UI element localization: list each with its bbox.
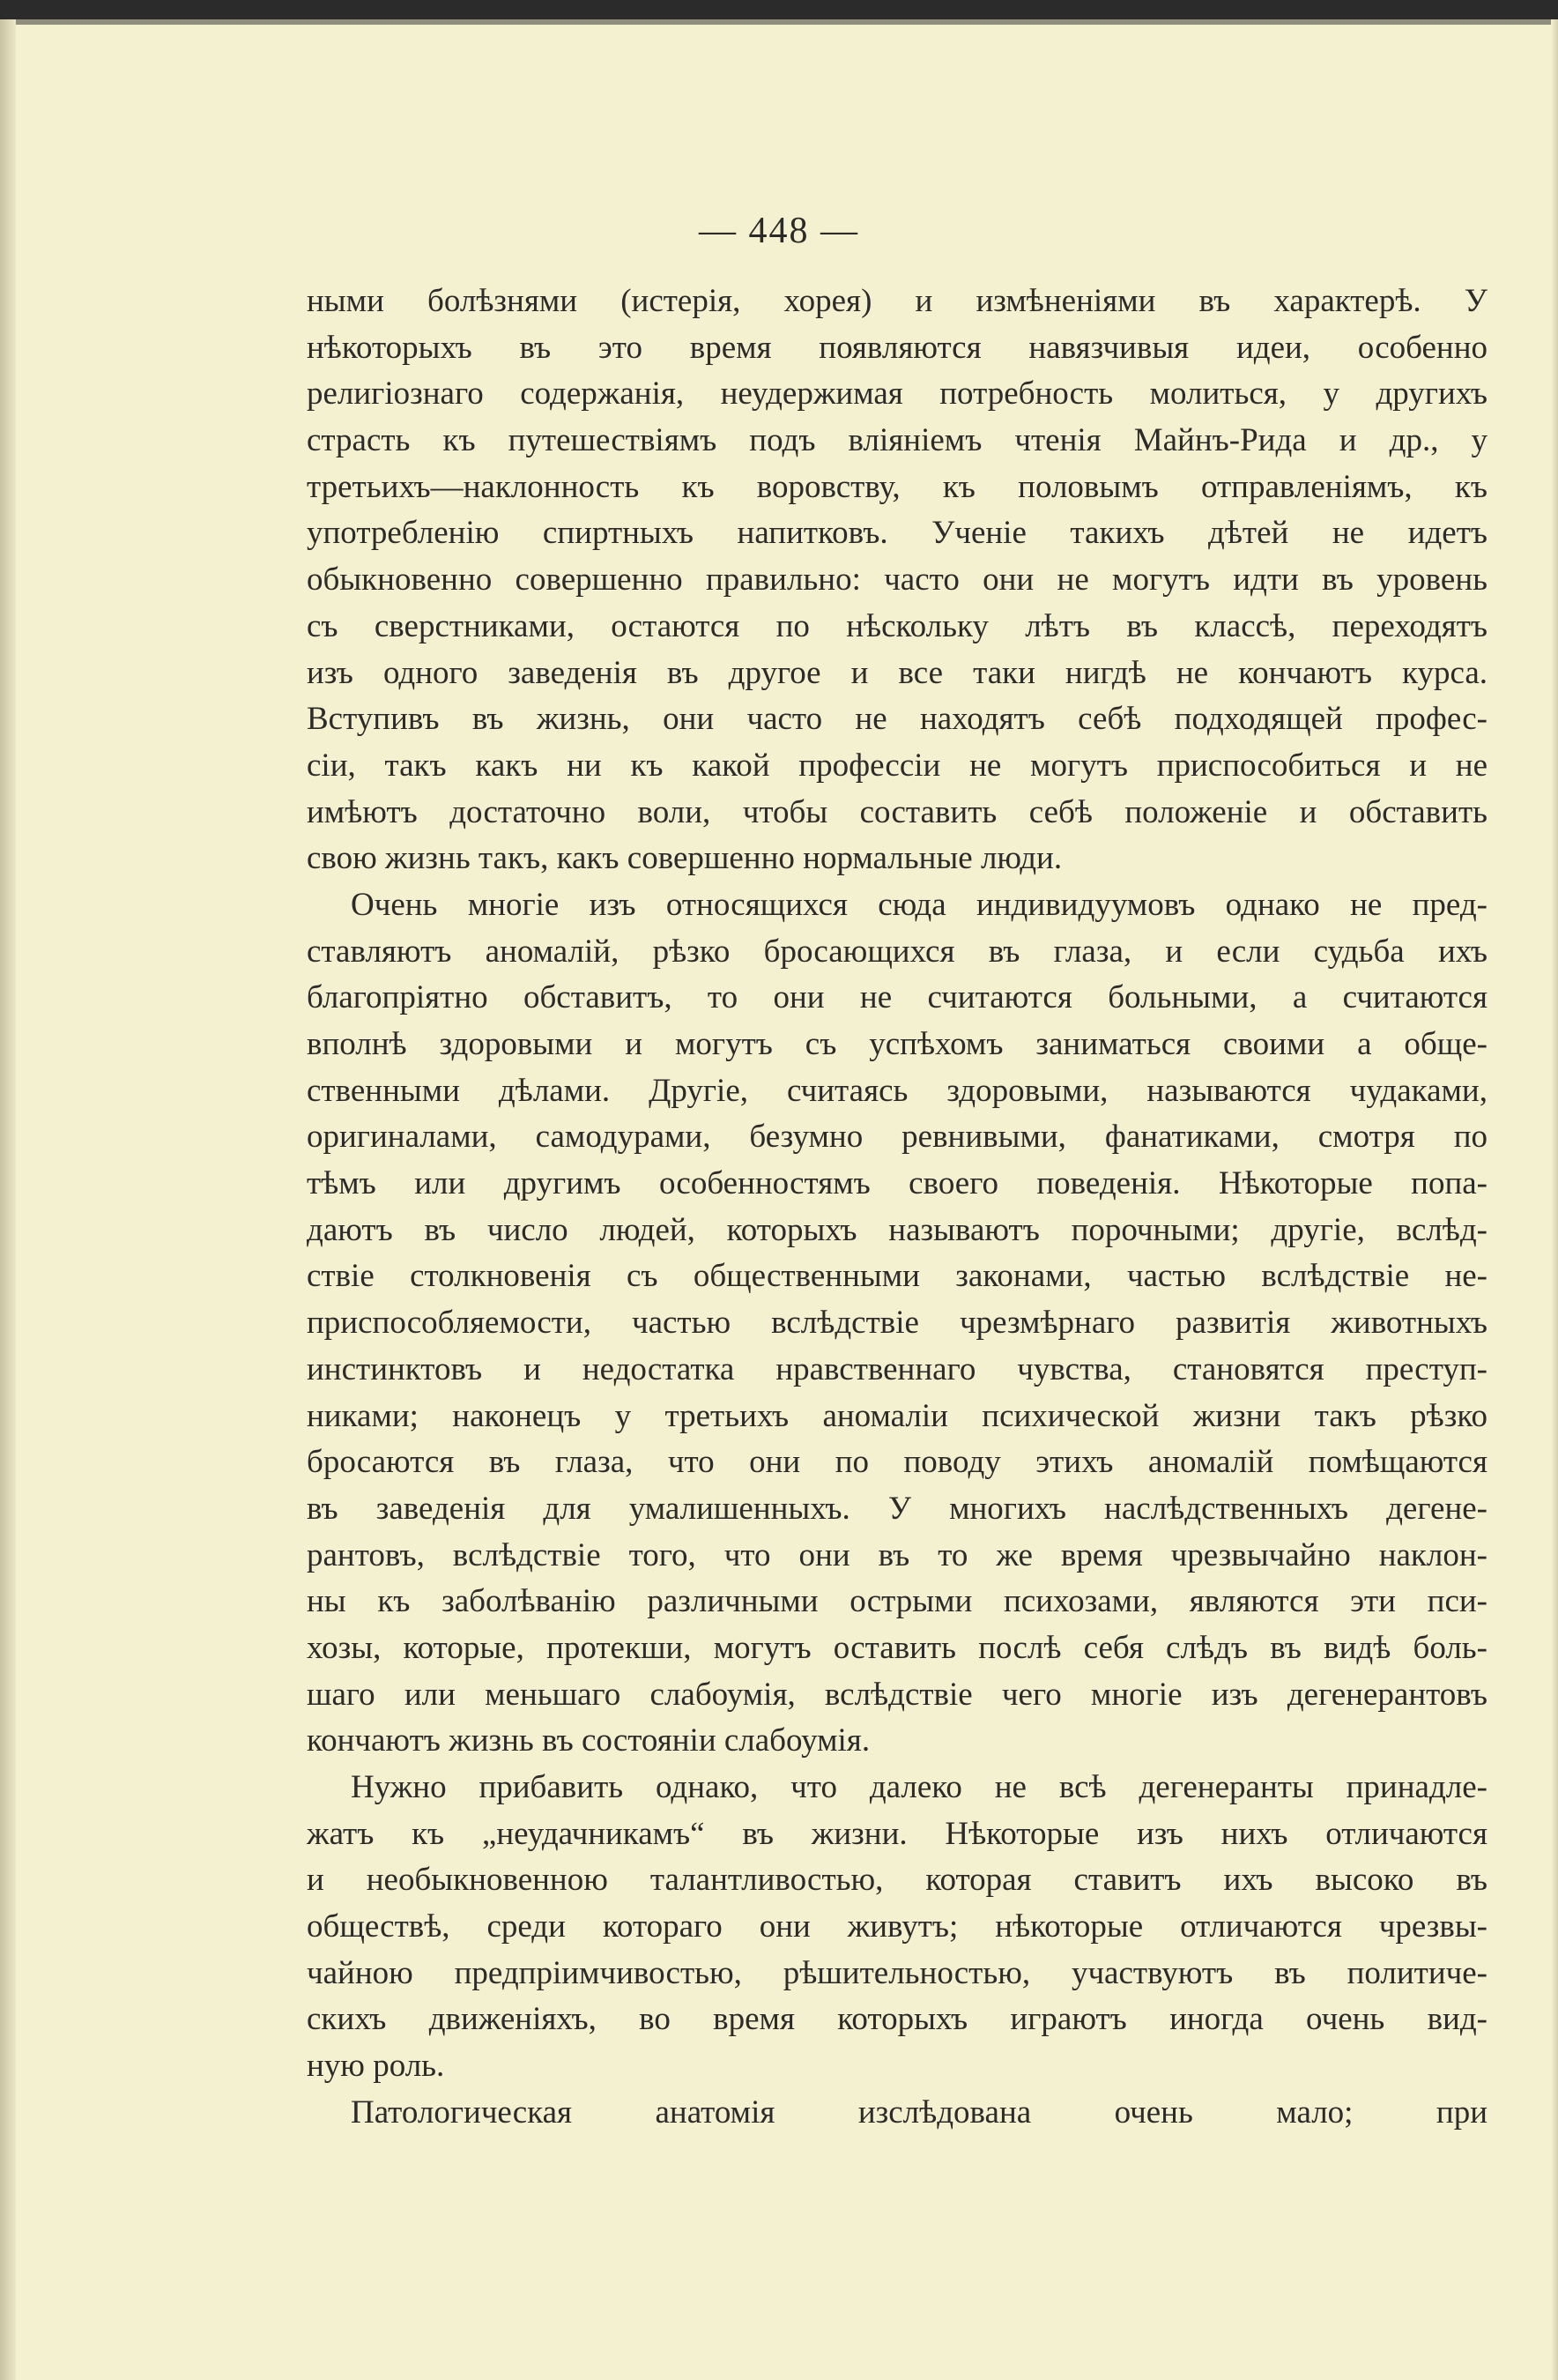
text-line: употребленію спиртныхъ напитковъ. Ученіе такихъ дѣтей не идетъ bbox=[307, 515, 1488, 552]
text-line: Очень многіе изъ относящихся сюда индивидуумовъ однако не пред- bbox=[351, 886, 1488, 923]
text-line: ны къ заболѣванію различными острыми психозами, являются эти пси- bbox=[307, 1583, 1488, 1620]
text-line: даютъ въ число людей, которыхъ называютъ порочными; другіе, вслѣд- bbox=[307, 1211, 1488, 1248]
paragraph-1 bbox=[307, 279, 1488, 882]
text-line: кончаютъ жизнь въ состояніи слабоумія. bbox=[307, 1722, 871, 1759]
text-line: съ сверстниками, остаются по нѣскольку лѣтъ въ классѣ, переходятъ bbox=[307, 607, 1488, 644]
paragraph-4 bbox=[307, 2090, 1488, 2137]
text-line: Патологическая анатомія изслѣдована очень мало; при bbox=[351, 2094, 1488, 2131]
text-line: жатъ къ „неудачникамъ“ въ жизни. Нѣкоторые изъ нихъ отличаются bbox=[307, 1815, 1488, 1852]
text-line: вполнѣ здоровыми и могутъ съ успѣхомъ заниматься своими а обще- bbox=[307, 1026, 1488, 1062]
text-line: бросаются въ глаза, что они по поводу этихъ аномалій помѣщаются bbox=[307, 1444, 1488, 1481]
scan-left-edge bbox=[0, 19, 16, 2380]
text-line: ными болѣзнями (истерія, хорея) и измѣненіями въ характерѣ. У bbox=[307, 283, 1488, 319]
text-line: инстинктовъ и недостатка нравственнаго чувства, становятся преступ- bbox=[307, 1350, 1488, 1387]
scan-top-border bbox=[0, 0, 1558, 19]
text-line: Нужно прибавить однако, что далеко не всѣ дегенеранты принадле- bbox=[351, 1769, 1488, 1805]
text-line: нѣкоторыхъ въ это время появляются навязчивыя идеи, особенно bbox=[307, 329, 1488, 366]
body-text bbox=[307, 279, 1488, 2137]
text-line: оригиналами, самодурами, безумно ревнивыми, фанатиками, смотря по bbox=[307, 1119, 1488, 1156]
text-line: тѣмъ или другимъ особенностямъ своего поведенія. Нѣкоторые попа- bbox=[307, 1165, 1488, 1202]
text-line: въ заведенія для умалишенныхъ. У многихъ наслѣдственныхъ дегене- bbox=[307, 1490, 1488, 1527]
paragraph-3 bbox=[307, 1765, 1488, 2090]
text-line: страсть къ путешествіямъ подъ вліяніемъ чтенія Майнъ-Рида и др., у bbox=[307, 422, 1488, 459]
scan-top-shadow bbox=[0, 19, 1558, 25]
text-line: имѣютъ достаточно воли, чтобы составить себѣ положеніе и обставить bbox=[307, 793, 1488, 830]
text-line: ствіе столкновенія съ общественными законами, частью вслѣдствіе не- bbox=[307, 1258, 1488, 1295]
text-line: изъ одного заведенія въ другое и все таки нигдѣ не кончаютъ курса. bbox=[307, 654, 1488, 691]
text-line: приспособляемости, частью вслѣдствіе чрезмѣрнаго развитія животныхъ bbox=[307, 1305, 1488, 1342]
text-line: благопріятно обставитъ, то они не считаются больными, а считаются bbox=[307, 979, 1488, 1016]
text-line: никами; наконецъ у третьихъ аномаліи психической жизни такъ рѣзко bbox=[307, 1397, 1488, 1434]
text-line: свою жизнь такъ, какъ совершенно нормальные люди. bbox=[307, 840, 1063, 877]
text-line: обществѣ, среди котораго они живутъ; нѣкоторые отличаются чрезвы- bbox=[307, 1908, 1488, 1945]
text-line: рантовъ, вслѣдствіе того, что они въ то же время чрезвычайно наклон- bbox=[307, 1536, 1488, 1573]
text-line: хозы, которые, протекши, могутъ оставить послѣ себя слѣдъ въ видѣ боль- bbox=[307, 1629, 1488, 1666]
text-line: третьихъ—наклонность къ воровству, къ половымъ отправленіямъ, къ bbox=[307, 468, 1488, 505]
text-line: Вступивъ въ жизнь, они часто не находятъ себѣ подходящей профес- bbox=[307, 701, 1488, 738]
text-line: и необыкновенною талантливостью, которая ставитъ ихъ высоко въ bbox=[307, 1862, 1488, 1899]
text-line: обыкновенно совершенно правильно: часто они не могутъ идти въ уровень bbox=[307, 562, 1488, 599]
text-line: чайною предпріимчивостью, рѣшительностью, участвуютъ въ политиче- bbox=[307, 1954, 1488, 1991]
text-line: ставляютъ аномалій, рѣзко бросающихся въ глаза, и если судьба ихъ bbox=[307, 933, 1488, 970]
text-line: шаго или меньшаго слабоумія, вслѣдствіе чего многіе изъ дегенерантовъ bbox=[307, 1676, 1488, 1713]
text-line: сіи, такъ какъ ни къ какой профессіи не могутъ приспособиться и не bbox=[307, 747, 1488, 784]
text-line: религіознаго содержанія, неудержимая потребность молиться, у другихъ bbox=[307, 376, 1488, 413]
paragraph-2 bbox=[307, 882, 1488, 1765]
text-line: ственными дѣлами. Другіе, считаясь здоровыми, называются чудаками, bbox=[307, 1072, 1488, 1109]
scan-right-edge bbox=[1551, 19, 1558, 2380]
page-number: — 448 — bbox=[699, 211, 859, 251]
text-line: ную роль. bbox=[307, 2048, 445, 2085]
text-line: скихъ движеніяхъ, во время которыхъ играютъ иногда очень вид- bbox=[307, 2001, 1488, 2038]
